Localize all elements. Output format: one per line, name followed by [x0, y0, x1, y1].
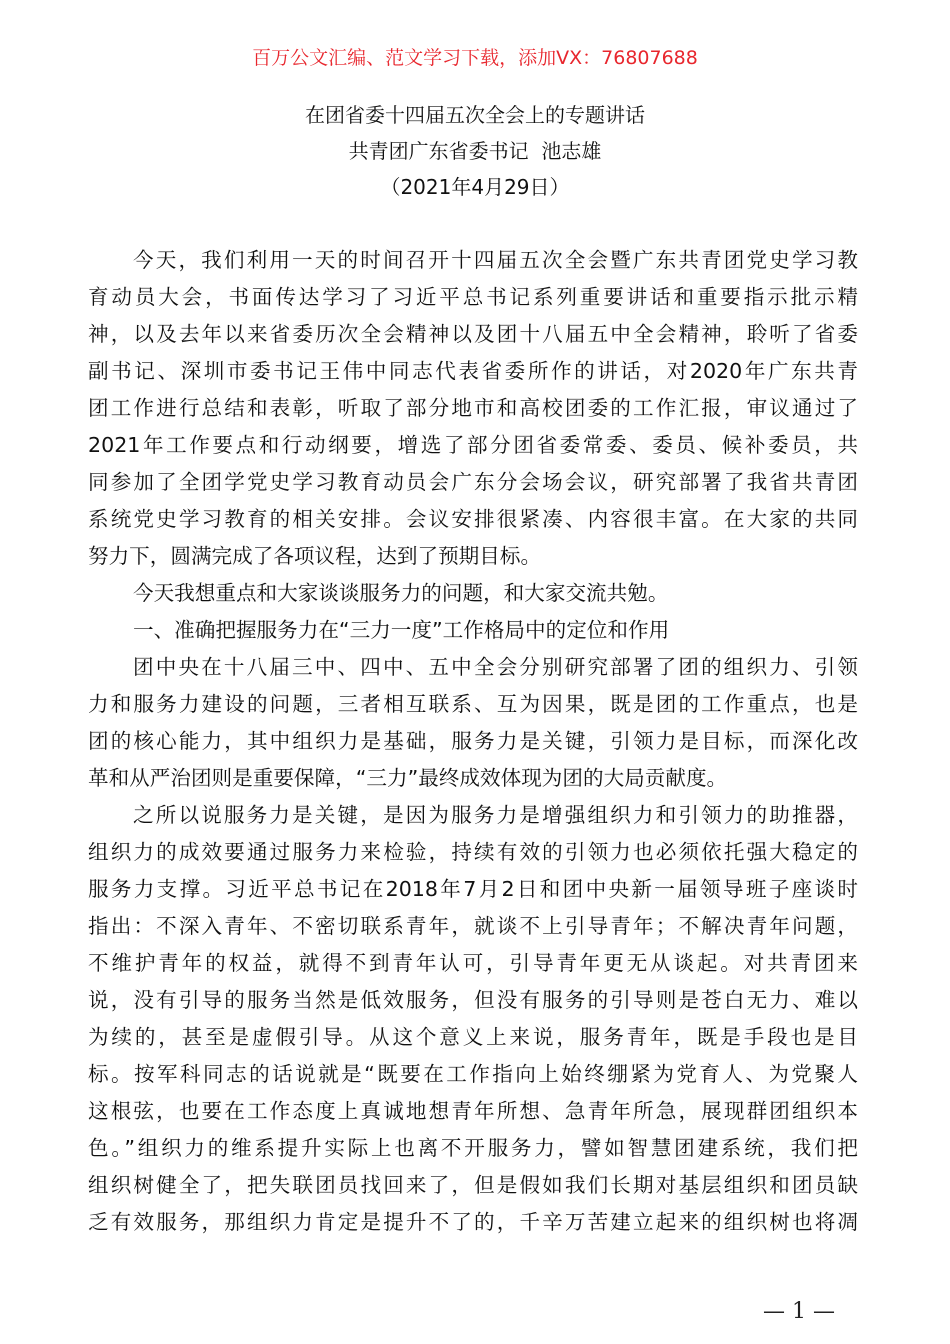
document-date: （2021年4月29日） [380, 175, 570, 199]
text-line: 同参加了全团学党史学习教育动员会广东分会场会议，研究部署了我省共青团 [88, 470, 858, 494]
text-line: 神，以及去年以来省委历次全会精神以及团十八届五中全会精神，聆听了省委 [88, 322, 858, 346]
text-line: 力和服务力建设的问题，三者相互联系、互为因果，既是团的工作重点，也是 [88, 692, 858, 716]
paragraph [88, 575, 858, 612]
text-line: 标。按军科同志的话说就是“既要在工作指向上始终绷紧为党育人、为党聚人 [88, 1062, 858, 1086]
paragraph [88, 797, 858, 1241]
text-line: 育动员大会，书面传达学习了习近平总书记系列重要讲话和重要指示批示精 [88, 285, 858, 309]
paragraph [88, 242, 858, 575]
text-line: 之所以说服务力是关键，是因为服务力是增强组织力和引领力的助推器， [133, 803, 858, 827]
text-line: 不维护青年的权益，就得不到青年认可，引导青年更无从谈起。对共青团来 [88, 951, 858, 975]
text-line: 为续的，甚至是虚假引导。从这个意义上来说，服务青年，既是手段也是目 [88, 1025, 858, 1049]
text-line: 系统党史学习教育的相关安排。会议安排很紧凑、内容很丰富。在大家的共同 [88, 507, 858, 531]
text-line: 组织树健全了，把失联团员找回来了，但是假如我们长期对基层组织和团员缺 [88, 1173, 858, 1197]
text-line: 色。”组织力的维系提升实际上也离不开服务力，譬如智慧团建系统，我们把 [88, 1136, 858, 1160]
text-line: 这根弦，也要在工作态度上真诚地想青年所想、急青年所急，展现群团组织本 [88, 1099, 858, 1123]
section-heading [88, 612, 858, 649]
paragraph [88, 649, 858, 797]
text-line: 说，没有引导的服务当然是低效服务，但没有服务的引导则是苍白无力、难以 [88, 988, 858, 1012]
page-number: — 1 — [763, 1299, 835, 1324]
document-header [0, 97, 950, 205]
text-line: 指出：不深入青年、不密切联系青年，就谈不上引导青年；不解决青年问题， [88, 914, 858, 938]
text-line: 今天我想重点和大家谈谈服务力的问题，和大家交流共勉。 [133, 581, 669, 605]
text-line: 组织力的成效要通过服务力来检验，持续有效的引领力也必须依托强大稳定的 [88, 840, 858, 864]
text-line: 革和从严治团则是重要保障，“三力”最终成效体现为团的大局贡献度。 [88, 766, 728, 790]
text-line: 乏有效服务，那组织力肯定是提升不了的，千辛万苦建立起来的组织树也将凋 [88, 1210, 858, 1234]
document-author: 共青团广东省委书记 池志雄 [348, 139, 602, 163]
document-title: 在团省委十四届五次全会上的专题讲话 [305, 103, 645, 127]
text-line: 今天，我们利用一天的时间召开十四届五次全会暨广东共青团党史学习教 [133, 248, 858, 272]
text-line: 服务力支撑。习近平总书记在2018年7月2日和团中央新一届领导班子座谈时 [88, 877, 858, 901]
text-line: 一、准确把握服务力在“三力一度”工作格局中的定位和作用 [133, 618, 670, 642]
text-line: 努力下，圆满完成了各项议程，达到了预期目标。 [88, 544, 542, 568]
text-line: 团的核心能力，其中组织力是基础，服务力是关键，引领力是目标，而深化改 [88, 729, 858, 753]
text-line: 团工作进行总结和表彰，听取了部分地市和高校团委的工作汇报，审议通过了 [88, 396, 858, 420]
document-body [88, 242, 858, 1241]
text-line: 2021年工作要点和行动纲要，增选了部分团省委常委、委员、候补委员，共 [88, 433, 858, 457]
watermark-banner: 百万公文汇编、范文学习下载，添加VX：76807688 [252, 47, 698, 69]
text-line: 副书记、深圳市委书记王伟中同志代表省委所作的讲话，对2020年广东共青 [88, 359, 858, 383]
text-line: 团中央在十八届三中、四中、五中全会分别研究部署了团的组织力、引领 [133, 655, 858, 679]
